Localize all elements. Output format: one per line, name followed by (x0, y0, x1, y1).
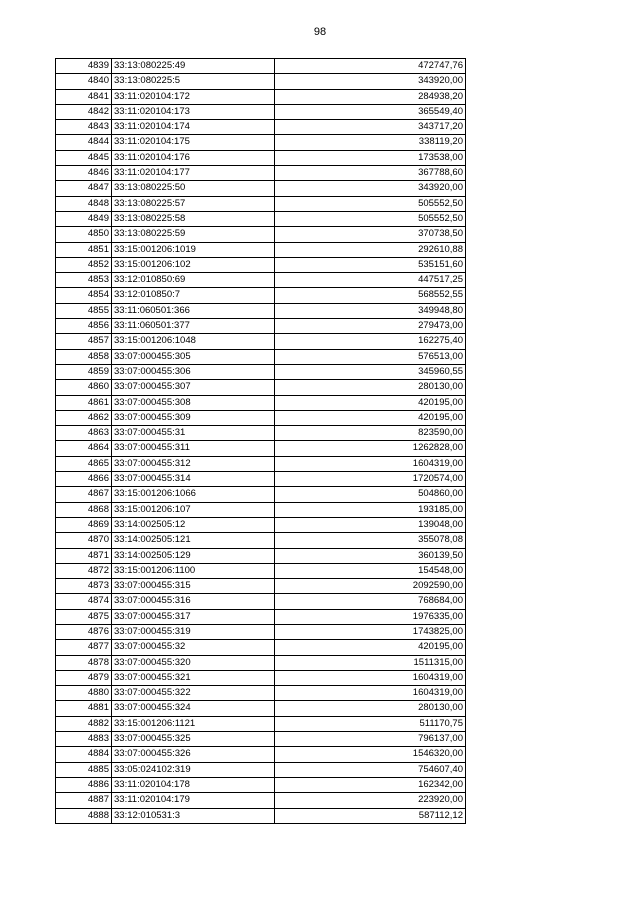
cadastral-value-cell: 162275,40 (275, 334, 466, 349)
cadastral-number-cell: 33:11:020104:179 (112, 793, 275, 808)
table-row (56, 349, 466, 364)
table-row (56, 487, 466, 502)
cadastral-value-cell: 343920,00 (275, 181, 466, 196)
row-number-cell: 4856 (56, 319, 112, 334)
cadastral-value-cell: 1720574,00 (275, 472, 466, 487)
cadastral-value-cell: 345960,55 (275, 364, 466, 379)
row-number-cell: 4880 (56, 686, 112, 701)
table-row (56, 548, 466, 563)
table-body (56, 59, 466, 824)
table-row (56, 74, 466, 89)
cadastral-number-cell: 33:15:001206:1121 (112, 716, 275, 731)
row-number-cell: 4885 (56, 762, 112, 777)
table-row (56, 533, 466, 548)
row-number-cell: 4863 (56, 426, 112, 441)
cadastral-number-cell: 33:07:000455:312 (112, 456, 275, 471)
table-row (56, 716, 466, 731)
cadastral-number-cell: 33:11:020104:173 (112, 104, 275, 119)
cadastral-value-cell: 420195,00 (275, 410, 466, 425)
row-number-cell: 4854 (56, 288, 112, 303)
row-number-cell: 4861 (56, 395, 112, 410)
cadastral-value-cell: 343717,20 (275, 120, 466, 135)
table-row (56, 655, 466, 670)
table-row (56, 472, 466, 487)
row-number-cell: 4839 (56, 59, 112, 74)
cadastral-value-cell: 2092590,00 (275, 579, 466, 594)
row-number-cell: 4840 (56, 74, 112, 89)
cadastral-number-cell: 33:07:000455:309 (112, 410, 275, 425)
cadastral-value-cell: 1262828,00 (275, 441, 466, 456)
cadastral-value-cell: 284938,20 (275, 89, 466, 104)
row-number-cell: 4887 (56, 793, 112, 808)
cadastral-number-cell: 33:07:000455:322 (112, 686, 275, 701)
table-row (56, 624, 466, 639)
cadastral-number-cell: 33:07:000455:315 (112, 579, 275, 594)
row-number-cell: 4878 (56, 655, 112, 670)
cadastral-value-cell: 360139,50 (275, 548, 466, 563)
row-number-cell: 4845 (56, 150, 112, 165)
table-row (56, 166, 466, 181)
cadastral-value-cell: 279473,00 (275, 319, 466, 334)
cadastral-value-cell: 349948,80 (275, 303, 466, 318)
row-number-cell: 4883 (56, 732, 112, 747)
cadastral-number-cell: 33:07:000455:308 (112, 395, 275, 410)
cadastral-value-cell: 472747,76 (275, 59, 466, 74)
cadastral-value-cell: 1604319,00 (275, 686, 466, 701)
cadastral-value-cell: 576513,00 (275, 349, 466, 364)
row-number-cell: 4867 (56, 487, 112, 502)
row-number-cell: 4851 (56, 242, 112, 257)
row-number-cell: 4843 (56, 120, 112, 135)
cadastral-number-cell: 33:07:000455:307 (112, 380, 275, 395)
row-number-cell: 4841 (56, 89, 112, 104)
cadastral-value-cell: 420195,00 (275, 640, 466, 655)
row-number-cell: 4869 (56, 517, 112, 532)
cadastral-value-cell: 504860,00 (275, 487, 466, 502)
cadastral-value-cell: 796137,00 (275, 732, 466, 747)
cadastral-number-cell: 33:11:020104:174 (112, 120, 275, 135)
cadastral-value-cell: 1511315,00 (275, 655, 466, 670)
cadastral-number-cell: 33:07:000455:32 (112, 640, 275, 655)
cadastral-value-cell: 587112,12 (275, 808, 466, 823)
cadastral-number-cell: 33:15:001206:1100 (112, 563, 275, 578)
row-number-cell: 4858 (56, 349, 112, 364)
cadastral-value-cell: 365549,40 (275, 104, 466, 119)
row-number-cell: 4865 (56, 456, 112, 471)
cadastral-value-cell: 139048,00 (275, 517, 466, 532)
cadastral-number-cell: 33:15:001206:1019 (112, 242, 275, 257)
table-row (56, 89, 466, 104)
cadastral-number-cell: 33:15:001206:1066 (112, 487, 275, 502)
row-number-cell: 4875 (56, 609, 112, 624)
cadastral-value-cell: 370738,50 (275, 227, 466, 242)
cadastral-value-cell: 505552,50 (275, 196, 466, 211)
page-number: 98 (313, 26, 327, 38)
table-row (56, 303, 466, 318)
row-number-cell: 4864 (56, 441, 112, 456)
table-row (56, 273, 466, 288)
row-number-cell: 4857 (56, 334, 112, 349)
table-row (56, 410, 466, 425)
table-row (56, 196, 466, 211)
cadastral-value-cell: 511170,75 (275, 716, 466, 731)
table-row (56, 150, 466, 165)
table-row (56, 288, 466, 303)
cadastral-value-cell: 568552,55 (275, 288, 466, 303)
table-row (56, 502, 466, 517)
table-row (56, 257, 466, 272)
cadastral-value-cell: 162342,00 (275, 777, 466, 792)
cadastral-number-cell: 33:15:001206:102 (112, 257, 275, 272)
cadastral-value-cell: 343920,00 (275, 74, 466, 89)
table-row (56, 686, 466, 701)
cadastral-value-cell: 505552,50 (275, 211, 466, 226)
table-row (56, 426, 466, 441)
table-row (56, 104, 466, 119)
cadastral-number-cell: 33:11:020104:172 (112, 89, 275, 104)
cadastral-number-cell: 33:11:020104:175 (112, 135, 275, 150)
table-row (56, 670, 466, 685)
cadastral-value-table (55, 58, 466, 824)
cadastral-number-cell: 33:13:080225:5 (112, 74, 275, 89)
row-number-cell: 4848 (56, 196, 112, 211)
table-row (56, 319, 466, 334)
table-row (56, 732, 466, 747)
cadastral-value-cell: 447517,25 (275, 273, 466, 288)
cadastral-value-cell: 173538,00 (275, 150, 466, 165)
cadastral-number-cell: 33:07:000455:319 (112, 624, 275, 639)
cadastral-value-cell: 280130,00 (275, 380, 466, 395)
table-row (56, 701, 466, 716)
row-number-cell: 4860 (56, 380, 112, 395)
cadastral-value-cell: 154548,00 (275, 563, 466, 578)
table-row (56, 517, 466, 532)
table-row (56, 777, 466, 792)
cadastral-number-cell: 33:15:001206:1048 (112, 334, 275, 349)
row-number-cell: 4868 (56, 502, 112, 517)
cadastral-number-cell: 33:13:080225:58 (112, 211, 275, 226)
row-number-cell: 4853 (56, 273, 112, 288)
table-row (56, 135, 466, 150)
cadastral-value-cell: 355078,08 (275, 533, 466, 548)
row-number-cell: 4876 (56, 624, 112, 639)
cadastral-number-cell: 33:13:080225:50 (112, 181, 275, 196)
row-number-cell: 4842 (56, 104, 112, 119)
cadastral-number-cell: 33:11:020104:177 (112, 166, 275, 181)
row-number-cell: 4874 (56, 594, 112, 609)
row-number-cell: 4877 (56, 640, 112, 655)
cadastral-number-cell: 33:14:002505:121 (112, 533, 275, 548)
table-row (56, 594, 466, 609)
table-row (56, 640, 466, 655)
table-row (56, 242, 466, 257)
cadastral-number-cell: 33:07:000455:314 (112, 472, 275, 487)
table-row (56, 59, 466, 74)
table-row (56, 762, 466, 777)
row-number-cell: 4862 (56, 410, 112, 425)
table-row (56, 563, 466, 578)
table-row (56, 808, 466, 823)
cadastral-value-cell: 367788,60 (275, 166, 466, 181)
cadastral-number-cell: 33:11:060501:377 (112, 319, 275, 334)
row-number-cell: 4855 (56, 303, 112, 318)
cadastral-value-cell: 420195,00 (275, 395, 466, 410)
row-number-cell: 4871 (56, 548, 112, 563)
cadastral-number-cell: 33:07:000455:321 (112, 670, 275, 685)
row-number-cell: 4844 (56, 135, 112, 150)
cadastral-value-cell: 1546320,00 (275, 747, 466, 762)
cadastral-value-cell: 823590,00 (275, 426, 466, 441)
row-number-cell: 4886 (56, 777, 112, 792)
row-number-cell: 4859 (56, 364, 112, 379)
row-number-cell: 4846 (56, 166, 112, 181)
cadastral-value-cell: 193185,00 (275, 502, 466, 517)
cadastral-value-cell: 535151,60 (275, 257, 466, 272)
row-number-cell: 4872 (56, 563, 112, 578)
cadastral-number-cell: 33:07:000455:324 (112, 701, 275, 716)
cadastral-number-cell: 33:07:000455:325 (112, 732, 275, 747)
cadastral-value-cell: 223920,00 (275, 793, 466, 808)
cadastral-number-cell: 33:12:010850:7 (112, 288, 275, 303)
cadastral-number-cell: 33:07:000455:305 (112, 349, 275, 364)
table-row (56, 120, 466, 135)
cadastral-number-cell: 33:07:000455:311 (112, 441, 275, 456)
cadastral-number-cell: 33:07:000455:317 (112, 609, 275, 624)
cadastral-value-cell: 1604319,00 (275, 670, 466, 685)
cadastral-value-cell: 292610,88 (275, 242, 466, 257)
cadastral-value-cell: 768684,00 (275, 594, 466, 609)
row-number-cell: 4849 (56, 211, 112, 226)
cadastral-number-cell: 33:14:002505:129 (112, 548, 275, 563)
row-number-cell: 4866 (56, 472, 112, 487)
table-row (56, 227, 466, 242)
row-number-cell: 4884 (56, 747, 112, 762)
cadastral-number-cell: 33:07:000455:316 (112, 594, 275, 609)
table-row (56, 579, 466, 594)
cadastral-number-cell: 33:13:080225:59 (112, 227, 275, 242)
table-row (56, 181, 466, 196)
cadastral-number-cell: 33:07:000455:306 (112, 364, 275, 379)
cadastral-number-cell: 33:07:000455:326 (112, 747, 275, 762)
cadastral-number-cell: 33:11:020104:178 (112, 777, 275, 792)
table-row (56, 441, 466, 456)
table-row (56, 456, 466, 471)
row-number-cell: 4882 (56, 716, 112, 731)
row-number-cell: 4888 (56, 808, 112, 823)
cadastral-value-cell: 280130,00 (275, 701, 466, 716)
table-row (56, 793, 466, 808)
table-row (56, 364, 466, 379)
table-row (56, 380, 466, 395)
cadastral-number-cell: 33:12:010850:69 (112, 273, 275, 288)
table-row (56, 747, 466, 762)
cadastral-value-cell: 1604319,00 (275, 456, 466, 471)
cadastral-number-cell: 33:07:000455:320 (112, 655, 275, 670)
cadastral-number-cell: 33:07:000455:31 (112, 426, 275, 441)
cadastral-number-cell: 33:11:060501:366 (112, 303, 275, 318)
cadastral-number-cell: 33:13:080225:57 (112, 196, 275, 211)
cadastral-number-cell: 33:15:001206:107 (112, 502, 275, 517)
row-number-cell: 4852 (56, 257, 112, 272)
cadastral-value-cell: 754607,40 (275, 762, 466, 777)
table-row (56, 609, 466, 624)
row-number-cell: 4870 (56, 533, 112, 548)
cadastral-number-cell: 33:12:010531:3 (112, 808, 275, 823)
table-row (56, 211, 466, 226)
cadastral-number-cell: 33:11:020104:176 (112, 150, 275, 165)
cadastral-value-cell: 1743825,00 (275, 624, 466, 639)
row-number-cell: 4873 (56, 579, 112, 594)
row-number-cell: 4850 (56, 227, 112, 242)
cadastral-number-cell: 33:14:002505:12 (112, 517, 275, 532)
row-number-cell: 4879 (56, 670, 112, 685)
cadastral-value-cell: 1976335,00 (275, 609, 466, 624)
cadastral-number-cell: 33:13:080225:49 (112, 59, 275, 74)
row-number-cell: 4881 (56, 701, 112, 716)
table-row (56, 395, 466, 410)
table-row (56, 334, 466, 349)
row-number-cell: 4847 (56, 181, 112, 196)
cadastral-number-cell: 33:05:024102:319 (112, 762, 275, 777)
cadastral-value-cell: 338119,20 (275, 135, 466, 150)
